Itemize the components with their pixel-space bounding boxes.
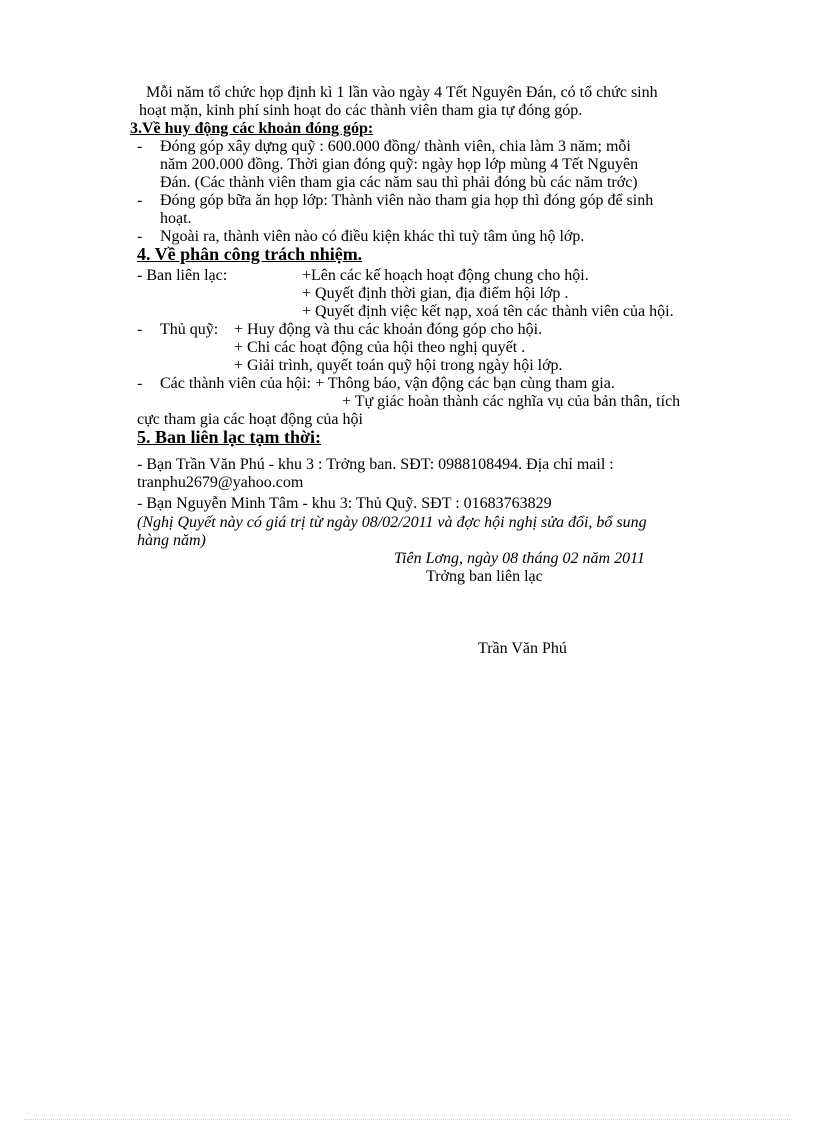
list-item-line: Ngoài ra, thành viên nào có điều kiện khác thì tuỳ tâm ủng hộ lớp. [160,228,585,245]
contact-2: - Bạn Nguyễn Minh Tâm - khu 3: Thủ Quỹ. SĐT : 01683763829 [137,495,552,512]
contact-1-line-1: - Bạn Trần Văn Phú - khu 3 : Trởng ban. SĐT: 0988108494. Địa chỉ mail : [137,456,614,473]
signer-title: Trởng ban liên lạc [426,568,543,585]
section-4-heading: 4. Về phân công trách nhiệm. [137,244,363,264]
note-line-2: hàng năm) [137,532,206,549]
list-dash: - [137,138,143,155]
duty-line: + Huy động và thu các khoản đóng góp cho hội. [234,321,543,338]
section-3-heading: 3.Về huy động các khoản đóng góp: [130,120,374,137]
intro-line-1: Mỗi năm tổ chức họp định kì 1 lần vào ngày 4 Tết Nguyên Đán, có tổ chức sinh [146,84,658,101]
signer-name: Trần Văn Phú [478,640,567,657]
place-date: Tiên Lơng, ngày 08 tháng 02 năm 2011 [394,550,645,567]
thanh-vien-line-2: + Tự giác hoàn thành các nghĩa vụ của bản thân, tích [342,393,681,410]
list-dash: - [137,192,143,209]
list-item-line: Đóng góp xây dựng quỹ : 600.000 đồng/ thành viên, chia làm 3 năm; mỗi [160,138,631,155]
note-line-1: (Nghị Quyết này có giá trị từ ngày 08/02/2011 và đợc hội nghị sửa đổi, bổ sung [137,514,647,531]
duty-line: + Giải trình, quyết toán quỹ hội trong ngày hội lớp. [234,357,563,374]
list-dash: - [137,321,143,338]
list-dash: - [137,375,143,392]
list-item-line: hoạt. [160,210,192,227]
list-item-line: năm 200.000 đồng. Thời gian đóng quỹ: ngày họp lớp mùng 4 Tết Nguyên [160,156,639,173]
list-item-line: Đóng góp bữa ăn họp lớp: Thành viên nào tham gia họp thì đóng góp để sinh [160,192,654,209]
duty-line: + Chi các hoạt động của hội theo nghị quyết . [234,339,526,356]
duty-line: + Quyết định việc kết nạp, xoá tên các thành viên của hội. [302,303,674,320]
thanh-vien-line-1: Các thành viên của hội: + Thông báo, vận động các bạn cùng tham gia. [160,375,615,392]
list-item-line: Đán. (Các thành viên tham gia các năm sau thì phải đóng bù các năm trớc) [160,174,638,191]
duty-line: + Quyết định thời gian, địa điểm hội lớp . [302,285,569,302]
intro-line-2: hoạt mặn, kinh phí sinh hoạt do các thành viên tham gia tự đóng góp. [139,102,583,119]
thanh-vien-line-3: cực tham gia các hoạt động của hội [137,411,363,428]
section-5-heading: 5. Ban liên lạc tạm thời: [137,427,321,447]
duty-line: +Lên các kế hoạch hoạt động chung cho hội. [302,267,589,284]
contact-1-email: tranphu2679@yahoo.com [137,474,304,491]
page-bottom-divider [24,1119,792,1120]
list-dash: - [137,228,143,245]
ban-lien-lac-label: - Ban liên lạc: [137,267,228,284]
thu-quy-label: Thủ quỹ: [160,321,219,338]
